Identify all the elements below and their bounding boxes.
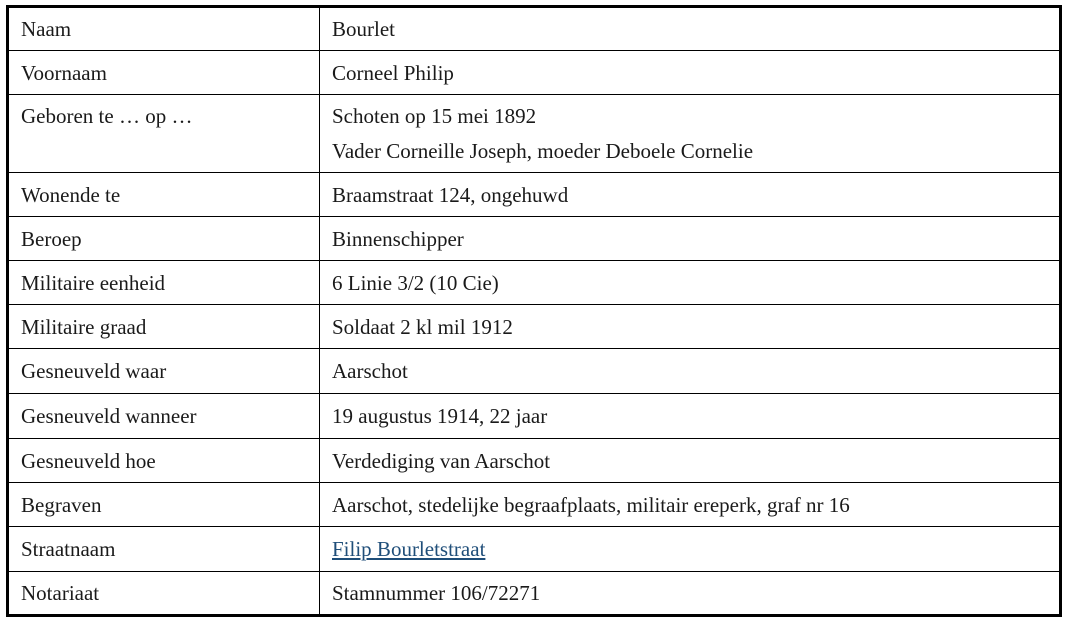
table-row (8, 217, 1061, 261)
row-label: Beroep (8, 217, 320, 261)
row-value: Aarschot (320, 349, 1061, 394)
row-label: Wonende te (8, 173, 320, 217)
row-value: Corneel Philip (320, 51, 1061, 95)
table-row (8, 572, 1061, 616)
row-value: 19 augustus 1914, 22 jaar (320, 394, 1061, 439)
parents-info: Vader Corneille Joseph, moeder Deboele Cornelie (332, 139, 754, 163)
row-label: Gesneuveld hoe (8, 439, 320, 483)
row-value: Binnenschipper (320, 217, 1061, 261)
row-label: Begraven (8, 483, 320, 527)
table-row (8, 527, 1061, 572)
table-row (8, 349, 1061, 394)
row-value: Stamnummer 106/72271 (320, 572, 1061, 616)
row-label: Notariaat (8, 572, 320, 616)
row-value: Soldaat 2 kl mil 1912 (320, 305, 1061, 349)
personal-record-table (6, 5, 1062, 617)
table-row (8, 51, 1061, 95)
row-label: Voornaam (8, 51, 320, 95)
row-label: Naam (8, 7, 320, 51)
row-label: Gesneuveld waar (8, 349, 320, 394)
street-name-link[interactable]: Filip Bourletstraat (332, 537, 486, 561)
row-label: Geboren te … op … (8, 95, 320, 173)
table-row (8, 483, 1061, 527)
row-value (320, 527, 1061, 572)
row-value: Verdediging van Aarschot (320, 439, 1061, 483)
birth-place-date: Schoten op 15 mei 1892 (332, 104, 537, 128)
row-label: Militaire eenheid (8, 261, 320, 305)
table-row (8, 95, 1061, 173)
row-value: Braamstraat 124, ongehuwd (320, 173, 1061, 217)
row-value: 6 Linie 3/2 (10 Cie) (320, 261, 1061, 305)
table-row (8, 394, 1061, 439)
row-label: Gesneuveld wanneer (8, 394, 320, 439)
row-value: Aarschot, stedelijke begraafplaats, militair ereperk, graf nr 16 (320, 483, 1061, 527)
row-value (320, 95, 1061, 173)
row-label: Straatnaam (8, 527, 320, 572)
row-label: Militaire graad (8, 305, 320, 349)
table-row (8, 261, 1061, 305)
row-value: Bourlet (320, 7, 1061, 51)
table-row (8, 439, 1061, 483)
table-row (8, 173, 1061, 217)
table-row (8, 7, 1061, 51)
table-row (8, 305, 1061, 349)
